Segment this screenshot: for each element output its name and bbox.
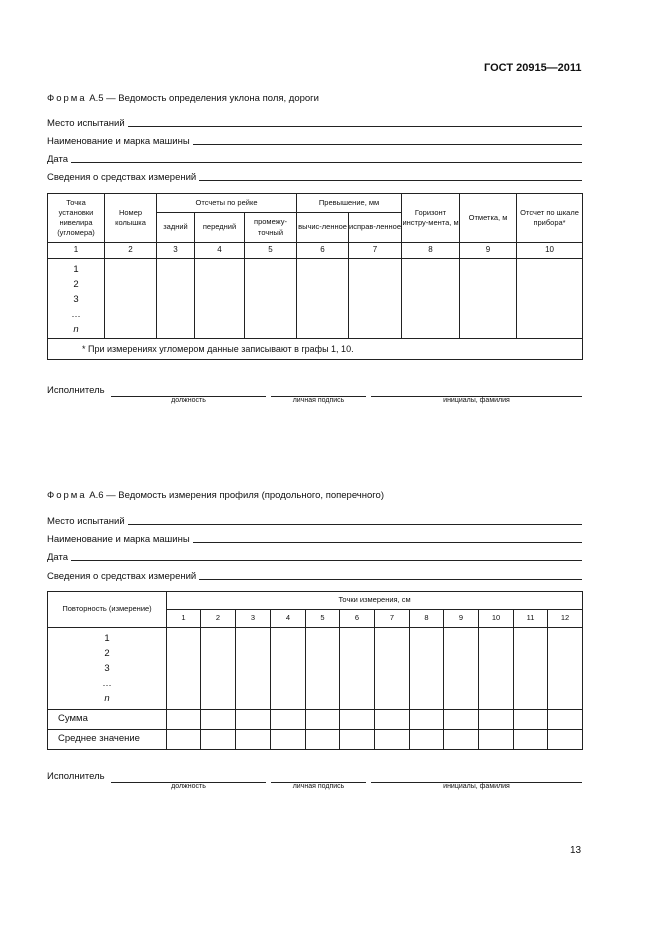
a5-colnum: 7	[349, 243, 402, 259]
a6-row-label: 2	[104, 648, 110, 659]
a6-data-cell[interactable]	[410, 628, 444, 710]
a6-colnum: 6	[340, 610, 375, 628]
a5-row-label: 2	[73, 279, 79, 290]
a6-row-label: 3	[104, 663, 110, 674]
a6-average-cell[interactable]	[236, 730, 271, 750]
form-a5-title-prefix: Форма	[47, 93, 87, 104]
a5-field-instruments[interactable]	[47, 169, 582, 183]
a5-row-label: …	[71, 309, 81, 320]
a6-header-points: Точки измерения, см	[167, 592, 583, 610]
a5-data-cell[interactable]	[245, 259, 297, 339]
form-a6-title-text: А.6 — Ведомость измерения профиля (продольного, поперечного)	[89, 490, 384, 501]
a6-data-cell[interactable]	[340, 628, 375, 710]
a6-field-machine[interactable]	[47, 531, 582, 545]
a6-field-place-line[interactable]	[128, 524, 582, 525]
a5-signature-block	[47, 385, 582, 415]
a6-header-repetition: Повторность (измерение)	[48, 592, 167, 628]
a5-colnum: 10	[517, 243, 583, 259]
a6-field-machine-label: Наименование и марка машины	[47, 534, 190, 545]
a5-header-elevation: Превышение, мм	[297, 194, 402, 213]
a6-data-cell[interactable]	[479, 628, 514, 710]
a5-header-corrected: исправ-ленное	[349, 213, 402, 243]
a6-field-date-line[interactable]	[71, 560, 582, 561]
a6-colnum: 12	[548, 610, 583, 628]
a6-data-cell[interactable]	[271, 628, 306, 710]
a6-colnum: 5	[306, 610, 340, 628]
a5-data-cell[interactable]	[195, 259, 245, 339]
a6-average-cell[interactable]	[340, 730, 375, 750]
a6-field-instruments[interactable]	[47, 568, 582, 582]
a6-colnum: 2	[201, 610, 236, 628]
a6-average-cell[interactable]	[514, 730, 548, 750]
a6-sum-cell[interactable]	[444, 710, 479, 730]
a6-sum-cell[interactable]	[306, 710, 340, 730]
a6-row-label: 1	[104, 633, 110, 644]
a5-field-place-label: Место испытаний	[47, 118, 125, 129]
a6-caption-name: инициалы, фамилия	[443, 783, 510, 790]
a6-colnum: 8	[410, 610, 444, 628]
a5-header-mark: Отметка, м	[460, 194, 517, 243]
a5-colnum: 8	[402, 243, 460, 259]
a6-field-place[interactable]	[47, 513, 582, 527]
form-a6-title	[47, 490, 384, 501]
a6-sum-cell[interactable]	[167, 710, 201, 730]
page-number: 13	[570, 845, 582, 856]
a6-colnum: 1	[167, 610, 201, 628]
a6-colnum: 10	[479, 610, 514, 628]
a5-field-instruments-line[interactable]	[199, 180, 582, 181]
a6-data-cell[interactable]	[306, 628, 340, 710]
a6-sum-label: Сумма	[48, 710, 167, 730]
a5-row-labels	[48, 259, 105, 339]
a5-colnum: 1	[48, 243, 105, 259]
a5-field-machine-label: Наименование и марка машины	[47, 136, 190, 147]
a6-sum-cell[interactable]	[548, 710, 583, 730]
a6-caption-position: должность	[171, 783, 206, 790]
a6-data-cell[interactable]	[375, 628, 410, 710]
a6-colnum: 4	[271, 610, 306, 628]
a5-data-cell[interactable]	[402, 259, 460, 339]
a6-row-label: …	[102, 678, 112, 689]
a6-average-cell[interactable]	[167, 730, 201, 750]
a5-caption-position: должность	[171, 397, 206, 404]
a5-row-label: 1	[73, 264, 79, 275]
a6-sum-cell[interactable]	[201, 710, 236, 730]
a5-header-station: Точка установки нивелира (угломера)	[48, 194, 105, 243]
a5-header-peg: Номер колышка	[105, 194, 157, 243]
a6-colnum: 9	[444, 610, 479, 628]
a6-average-cell[interactable]	[306, 730, 340, 750]
a6-signature-label: Исполнитель	[47, 771, 105, 782]
a6-sum-cell[interactable]	[410, 710, 444, 730]
a5-colnum: 5	[245, 243, 297, 259]
a6-table	[47, 591, 583, 750]
a6-data-cell[interactable]	[444, 628, 479, 710]
a5-colnum: 3	[157, 243, 195, 259]
a5-caption-signature: личная подпись	[292, 397, 345, 404]
a6-sum-cell[interactable]	[271, 710, 306, 730]
a6-sum-cell[interactable]	[479, 710, 514, 730]
a5-data-cell[interactable]	[157, 259, 195, 339]
a6-row-label: n	[104, 693, 110, 704]
a6-caption-signature: личная подпись	[292, 783, 345, 790]
a6-field-instruments-label: Сведения о средствах измерений	[47, 571, 197, 582]
a6-average-label: Среднее значение	[48, 730, 167, 750]
a6-colnum: 11	[514, 610, 548, 628]
a5-header-staff-readings: Отсчеты по рейке	[157, 194, 297, 213]
a5-row-label: n	[73, 324, 79, 335]
a6-field-date[interactable]	[47, 549, 582, 563]
a6-data-cell[interactable]	[514, 628, 548, 710]
a5-row-label: 3	[73, 294, 79, 305]
a6-data-cell[interactable]	[236, 628, 271, 710]
a5-signature-label: Исполнитель	[47, 385, 105, 396]
standard-number: ГОСТ 20915—2011	[484, 62, 582, 74]
a5-field-date[interactable]	[47, 151, 582, 165]
a5-data-cell[interactable]	[460, 259, 517, 339]
a5-field-instruments-label: Сведения о средствах измерений	[47, 172, 197, 183]
a5-colnum: 4	[195, 243, 245, 259]
a6-sum-cell[interactable]	[340, 710, 375, 730]
a6-average-cell[interactable]	[444, 730, 479, 750]
a6-field-machine-line[interactable]	[193, 542, 582, 543]
a5-table	[47, 193, 583, 360]
a6-average-cell[interactable]	[271, 730, 306, 750]
a6-sum-cell[interactable]	[236, 710, 271, 730]
a6-signature-block	[47, 771, 582, 801]
a6-average-cell[interactable]	[548, 730, 583, 750]
a5-colnum: 2	[105, 243, 157, 259]
a5-field-machine[interactable]	[47, 133, 582, 147]
a6-field-date-label: Дата	[47, 552, 69, 563]
form-a5-title	[47, 93, 319, 104]
a6-average-cell[interactable]	[479, 730, 514, 750]
a5-data-cell[interactable]	[349, 259, 402, 339]
a6-data-cell[interactable]	[167, 628, 201, 710]
a5-field-place[interactable]	[47, 115, 582, 129]
a6-data-cell[interactable]	[201, 628, 236, 710]
a5-footnote: * При измерениях угломером данные записывают в графы 1, 10.	[48, 339, 583, 360]
a5-data-cell[interactable]	[105, 259, 157, 339]
a6-sum-cell[interactable]	[514, 710, 548, 730]
a5-colnum: 9	[460, 243, 517, 259]
a6-data-cell[interactable]	[548, 628, 583, 710]
a5-data-cell[interactable]	[297, 259, 349, 339]
a6-field-instruments-line[interactable]	[199, 579, 582, 580]
a6-average-cell[interactable]	[201, 730, 236, 750]
a6-row-labels	[48, 628, 167, 710]
a5-header-front: передний	[195, 213, 245, 243]
a6-sum-cell[interactable]	[375, 710, 410, 730]
form-a6-title-prefix: Форма	[47, 490, 87, 501]
a5-header-intermediate: промежу-точный	[245, 213, 297, 243]
a6-colnum: 3	[236, 610, 271, 628]
a5-header-scale-reading: Отсчет по шкале прибора*	[517, 194, 583, 243]
a5-field-place-line[interactable]	[128, 126, 582, 127]
a5-field-date-line[interactable]	[71, 162, 582, 163]
a5-header-horizon: Горизонт инстру-мента, м	[402, 194, 460, 243]
a5-data-cell[interactable]	[517, 259, 583, 339]
a6-average-cell[interactable]	[410, 730, 444, 750]
form-a5-title-text: А.5 — Ведомость определения уклона поля, дороги	[89, 93, 319, 104]
a5-caption-name: инициалы, фамилия	[443, 397, 510, 404]
a5-field-machine-line[interactable]	[193, 144, 582, 145]
a6-average-cell[interactable]	[375, 730, 410, 750]
a5-header-calculated: вычис-ленное	[297, 213, 349, 243]
a6-colnum: 7	[375, 610, 410, 628]
a5-header-back: задний	[157, 213, 195, 243]
a6-field-place-label: Место испытаний	[47, 516, 125, 527]
a5-colnum: 6	[297, 243, 349, 259]
a5-field-date-label: Дата	[47, 154, 69, 165]
